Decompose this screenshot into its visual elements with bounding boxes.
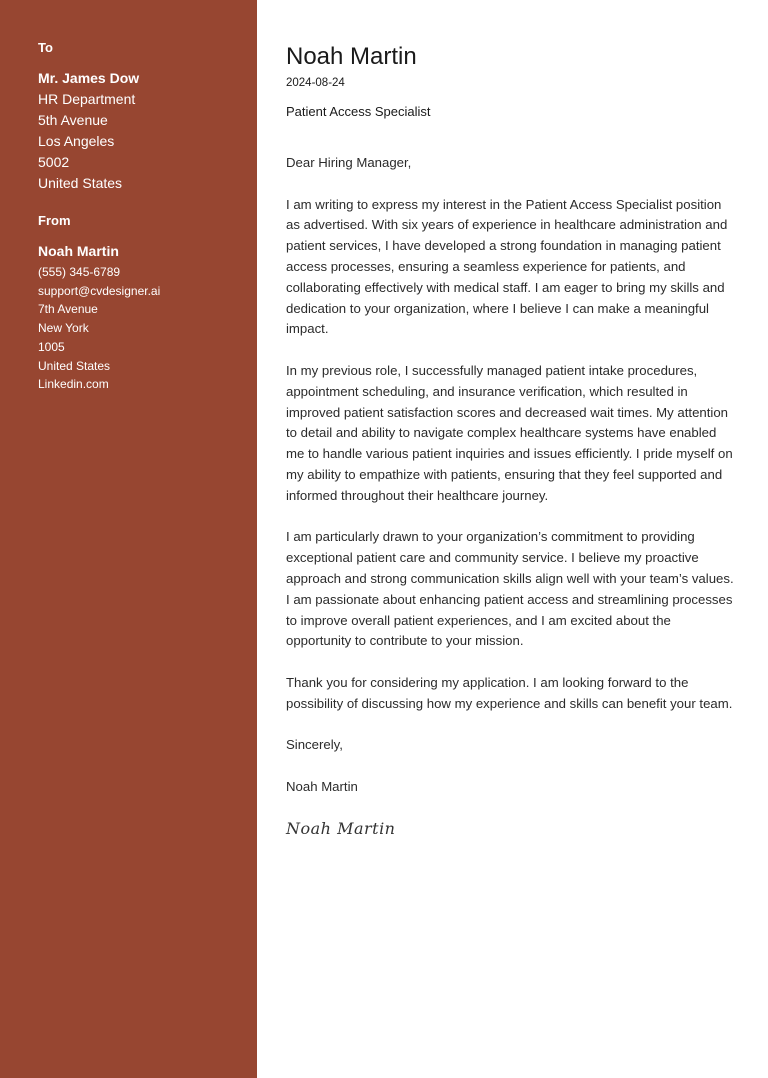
recipient-country: United States [38,175,123,191]
recipient-city: Los Angeles [38,133,115,149]
recipient-street: 5th Avenue [38,112,108,128]
handwritten-signature: Noah Martin [286,818,396,838]
paragraph-3: I am particularly drawn to your organization’s commitment to providing exceptional patient care and community service. I believe my proactive approach and strong communication skills align well with your team’s values. I am passionate about enhancing patient access and streamlining processes to improve overall patient experiences, and I am excited about the opportunity to contribute to your mission. [286,529,734,649]
sender-website[interactable]: Linkedin.com [38,377,109,392]
sender-address [38,241,160,394]
sender-name: Noah Martin [38,243,119,259]
sender-street: 7th Avenue [38,302,98,317]
salutation: Dear Hiring Manager, [286,155,412,170]
paragraph-2: In my previous role, I successfully managed patient intake procedures, appointment scheduling, and insurance verification, which resulted in improved patient satisfaction scores and decreased wait times. My attention to detail and ability to navigate complex healthcare systems have enabled me to handle various patient inquiries and issues efficiently. I pride myself on my ability to empathize with patients, ensuring that they feel supported and informed throughout their healthcare journey. [286,362,733,503]
sender-country: United States [38,358,111,373]
job-title: Patient Access Specialist [286,104,431,119]
recipient-zip: 5002 [38,154,70,170]
letter-body [286,153,736,839]
closing-name: Noah Martin [286,778,358,794]
closing: Sincerely, [286,737,343,753]
from-heading: From [38,213,71,228]
recipient-address [38,68,139,194]
sidebar [0,0,257,1078]
recipient-name: Mr. James Dow [38,70,140,86]
to-heading: To [38,40,53,55]
sender-email[interactable]: support@cvdesigner.ai [38,283,161,298]
letter-date: 2024-08-24 [286,77,345,89]
paragraph-1: I am writing to express my interest in the Patient Access Specialist position as advertised. With six years of experience in healthcare administration and patient services, I have developed a strong foundation in managing patient access processes, ensuring a seamless experience for patients, and collaborating effectively with medical staff. I am eager to bring my skills and dedication to your organization, where I believe I can make a meaningful impact. [286,196,728,337]
sender-zip: 1005 [38,339,65,354]
sender-phone[interactable]: (555) 345-6789 [38,265,121,279]
page-title: Noah Martin [286,43,417,70]
paragraph-4: Thank you for considering my application. I am looking forward to the possibility of discussing how my experience and skills can benefit your team. [286,674,733,711]
sender-city: New York [38,321,89,336]
recipient-department: HR Department [38,91,136,107]
